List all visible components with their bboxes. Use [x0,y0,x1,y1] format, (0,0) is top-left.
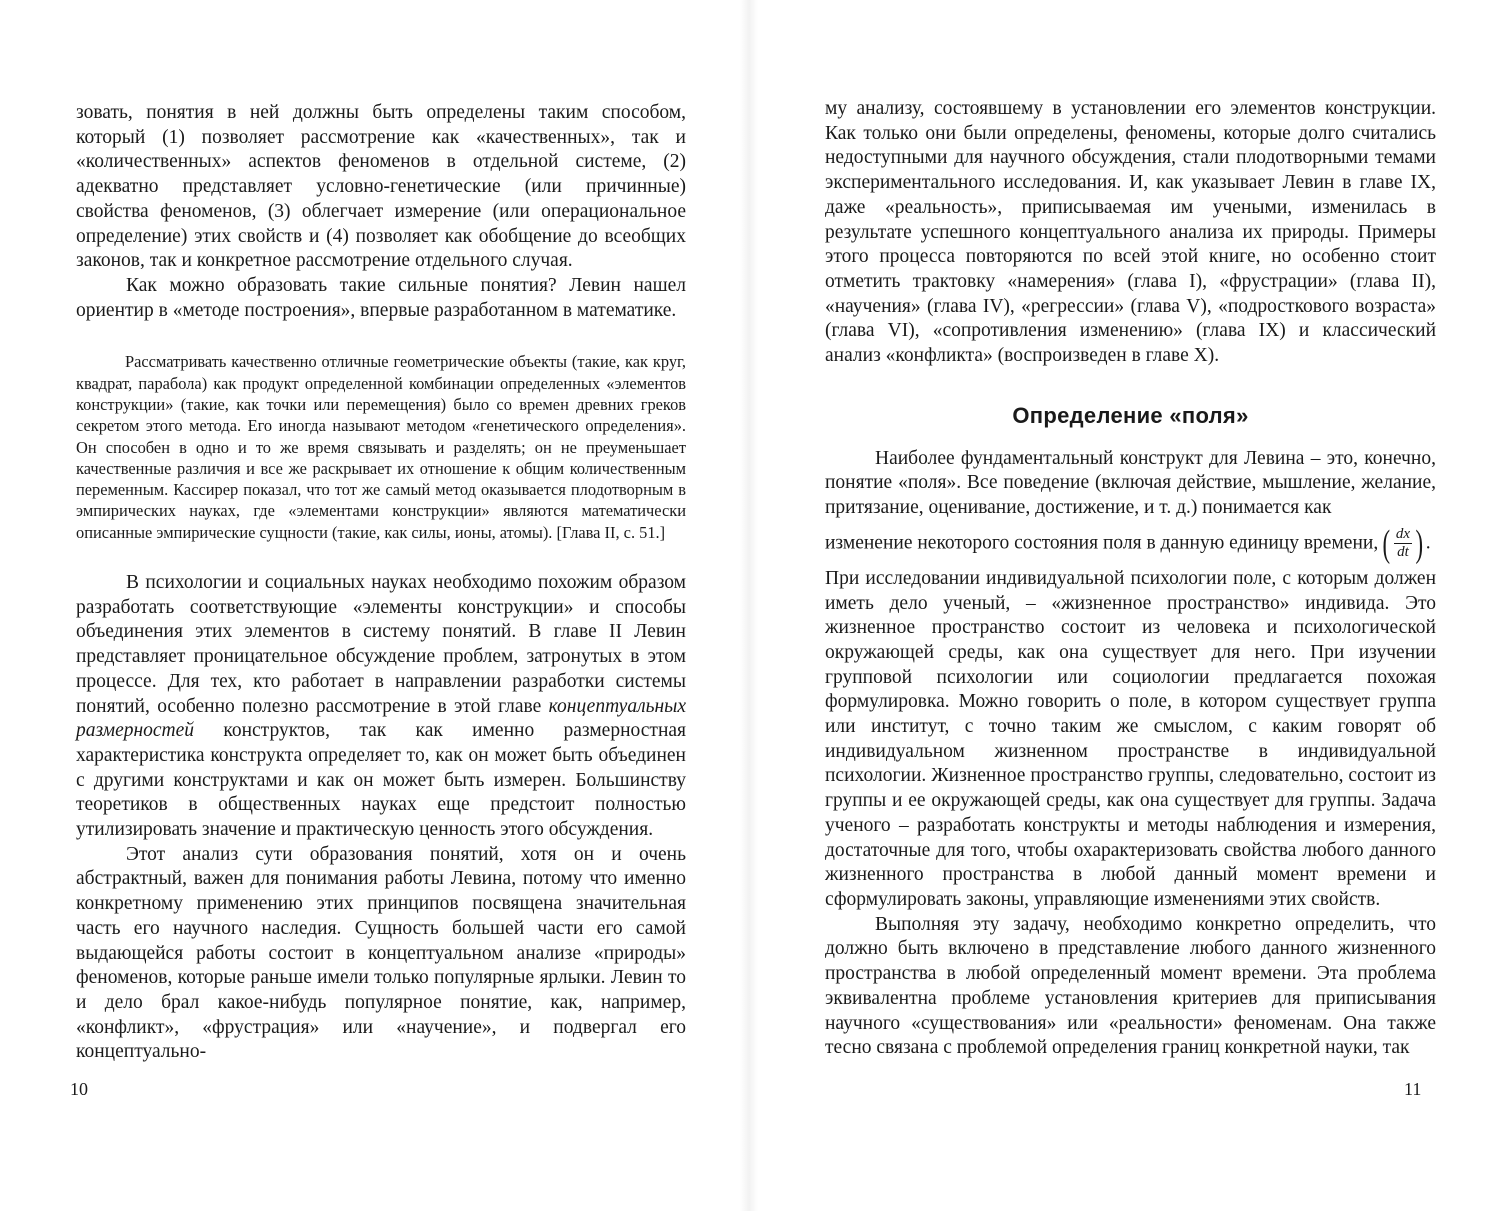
right-paragraph-3: При исследовании индивидуальной психологии поле, с которым должен иметь дело ученый, – «жизненное пространство» индивида. Это жизненное пространство состоит из человека и психологической окружающей среды, как она существует для него. При изучении групповой психологии или социологии предлагается похожая формулировка. Можно говорить о поле, в котором существует группа или институт, с точно таким же смыслом, с каким говорят об индивидуальном жизненном пространстве в индивидуальной психологии. Жизненное пространство группы, следовательно, состоит из группы и ее окружающей среды, как она существует для группы. Задача ученого – разработать конструкты и методы наблюдения и измерения, достаточные для того, чтобы охарактеризовать свойства любого данного жизненного пространства в любой данный момент времени и сформулировать законы, управляющие изменениями этих свойств. [825,567,1436,910]
left-page [0,0,748,1211]
left-paragraph-1: зовать, понятия в ней должны быть определены таким способом, который (1) позволяет рассмотрение как «качественных», так и «количественных» аспектов феноменов в отдельной системе, (2) адекватно представляет условно-генетические (или причинные) свойства феноменов, (3) облегчает измерение (или операциональное определение) этих свойств и (4) позволяет как обобщение до всеобщих законов, так и конкретное рассмотрение отдельного случая. [76,102,686,272]
block-quote: Рассматривать качественно отличные геометрические объекты (такие, как круг, квадрат, парабола) как продукт определенной комбинации определенных «элементов конструкции» (такие, как точки или перемещения) было со времен древних греков секретом этого метода. Его иногда называют методом «генетического определения». Он способен в одно и то же время связывать и разделять; он не преуменьшает качественные различия и все же раскрывает их отношение к общим количественным переменным. Кассирер показал, что тот же самый метод оказывается плодотворным в эмпирических науках, где «элементами конструкции» являются математически описанные эмпирические сущности (такие, как силы, ионы, атомы). [Глава II, с. 51.] [76,352,686,542]
section-heading: Определение «поля» [1012,402,1249,428]
left-paragraph-4: Этот анализ сути образования понятий, хотя он и очень абстрактный, важен для понимания работы Левина, потому что именно конкретному применению этих принципов посвящена значительная часть его научного наследия. Сущность большей части его самой выдающейся работы состоит в концептуальном анализе «природы» феноменов, которые раньше имели только популярные ярлыки. Левин то и дело брал какое-нибудь популярное понятие, как, например, «конфликт», «фрустрация» или «научение», и подвергал его концептуально- [76,843,686,1063]
page-number-left: 10 [70,1079,88,1099]
right-paragraph-2: Наиболее фундаментальный конструкт для Левина – это, конечно, понятие «поля». Все поведение (включая действие, мышление, желание, притязание, оценивание, достижение, и т. д.) понимается как [825,447,1436,519]
left-paragraph-2: Как можно образовать такие сильные понятия? Левин нашел ориентир в «методе построения», впервые разработанном в математике. [76,274,686,321]
right-paragraph-1: му анализу, состоявшему в установлении его элементов конструкции. Как только они были определены, феномены, которые долго считались недоступными для научного обсуждения, стали плодотворными темами экспериментального исследования. И, как указывает Левин в главе IX, даже «реальность», приписываемая им учеными, изменилась в результате успешного концептуального анализа их природы. Примеры этого процесса повторяются по всей этой книге, но особенно стоит отметить трактовку «намерения» (глава I), «фрустрации» (глава II), «научения» (глава IV), «регрессии» (глава V), «подросткового возраста» (глава VI), «сопротивления изменению» (глава IX) и классический анализ «конфликта» (воспроизведен в главе X). [825,98,1436,367]
formula-line [825,522,1436,565]
right-paragraph-4: Выполняя эту задачу, необходимо конкретно определить, что должно быть включено в представление любого данного жизненного пространства в любой определенный момент времени. Эта проблема эквивалентна проблеме установления критериев для приписывания научного «существования» или «реальности» феноменам. Она также тесно связана с проблемой определения границ конкретной науки, так [825,913,1436,1059]
dx-dt-fraction: ( $\frac{dx}{dt}$ ) [1382,522,1424,565]
fraction-denominator: dt [1397,544,1409,561]
italic-term: концептуальных размерностей [76,695,686,742]
left-text-column [76,101,686,1065]
left-paragraph-3-start: В психологии и социальных науках необходимо похожим образом разработать соответствующие «элементы конструкции» и способы объединения этих элементов в систему понятий. В главе II Левин представляет проницательное обсуждение проблем, затронутых в этом процессе. Для тех, кто работает в направлении разработки системы понятий, особенно полезно рассмотрение в этой главе [76,572,686,717]
left-paragraph-3-end: конструктов, так как именно размерностная характеристика конструкта определяет то, как он может быть объединен с другими конструктами и как он может быть измерен. Большинству теоретиков в общественных науках еще предстоит полностью утилизировать значение и практическую ценность этого обсуждения. [76,720,686,841]
left-paragraph-3 [76,571,686,843]
page-number-right: 11 [1404,1079,1422,1099]
right-page [749,0,1497,1211]
right-text-column [825,97,1436,1061]
formula-line-text: изменение некоторого состояния поля в данную единицу времени, [825,532,1379,554]
fraction-numerator: dx [1395,526,1411,543]
formula-trailing: . [1425,532,1431,554]
